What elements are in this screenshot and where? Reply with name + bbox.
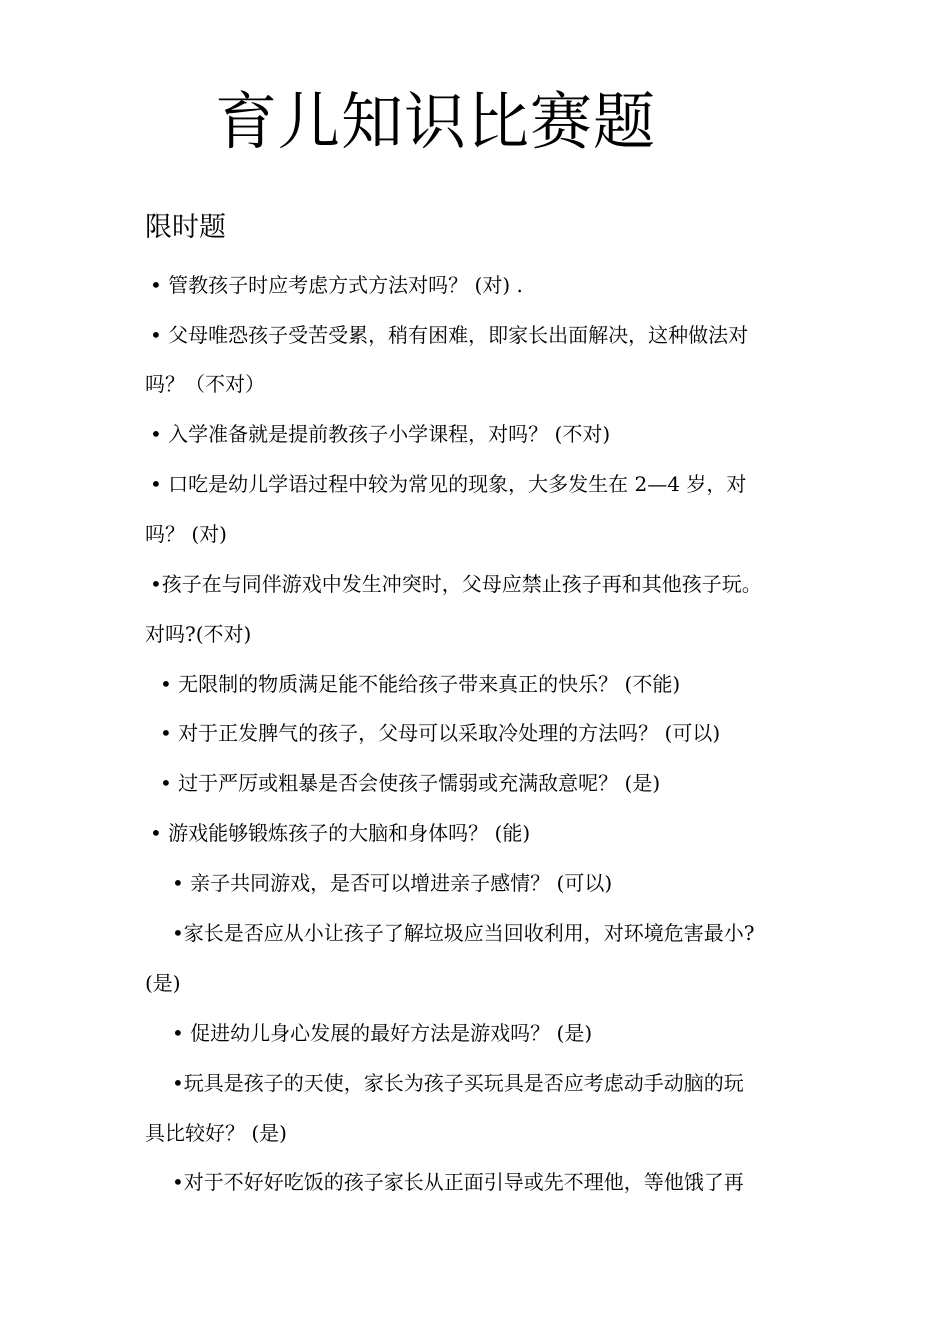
question-line-6: • 无限制的物质满足能不能给孩子带来真正的快乐？ (不能)	[160, 672, 681, 696]
question-line-11: •家长是否应从小让孩子了解垃圾应当回收利用，对环境危害最小?	[172, 921, 755, 945]
question-line-14: •对于不好好吃饭的孩子家长从正面引导或先不理他，等他饿了再	[172, 1170, 744, 1194]
question-line-8: • 过于严厉或粗暴是否会使孩子懦弱或充满敌意呢？ (是)	[160, 771, 661, 795]
section-heading: 限时题	[145, 212, 226, 243]
question-line-11-cont: (是)	[145, 971, 181, 995]
question-line-10: • 亲子共同游戏，是否可以增进亲子感情？ (可以)	[172, 871, 613, 895]
question-line-9: • 游戏能够锻炼孩子的大脑和身体吗？ (能)	[150, 821, 531, 845]
question-line-5-cont: 对吗?(不对)	[145, 622, 252, 646]
document-title: 育儿知识比赛题	[215, 85, 657, 158]
question-line-5: •孩子在与同伴游戏中发生冲突时，父母应禁止孩子再和其他孩子玩。	[150, 572, 762, 596]
question-line-3: • 入学准备就是提前教孩子小学课程，对吗？ (不对)	[150, 422, 611, 446]
question-line-2: • 父母唯恐孩子受苦受累，稍有困难，即家长出面解决，这种做法对	[150, 323, 749, 347]
question-line-2-cont: 吗？（不对）	[145, 372, 265, 396]
question-line-13-cont: 具比较好？ (是)	[145, 1121, 287, 1145]
question-line-12: • 促进幼儿身心发展的最好方法是游戏吗？ (是)	[172, 1021, 593, 1045]
question-line-13: •玩具是孩子的天使，家长为孩子买玩具是否应考虑动手动脑的玩	[172, 1071, 744, 1095]
question-line-1: • 管教孩子时应考虑方式方法对吗？ (对) .	[150, 273, 523, 297]
question-line-4-cont: 吗？ (对)	[145, 522, 227, 546]
question-line-7: • 对于正发脾气的孩子，父母可以采取冷处理的方法吗？ (可以)	[160, 721, 721, 745]
question-line-4: • 口吃是幼儿学语过程中较为常见的现象，大多发生在 2—4 岁，对	[150, 472, 747, 496]
